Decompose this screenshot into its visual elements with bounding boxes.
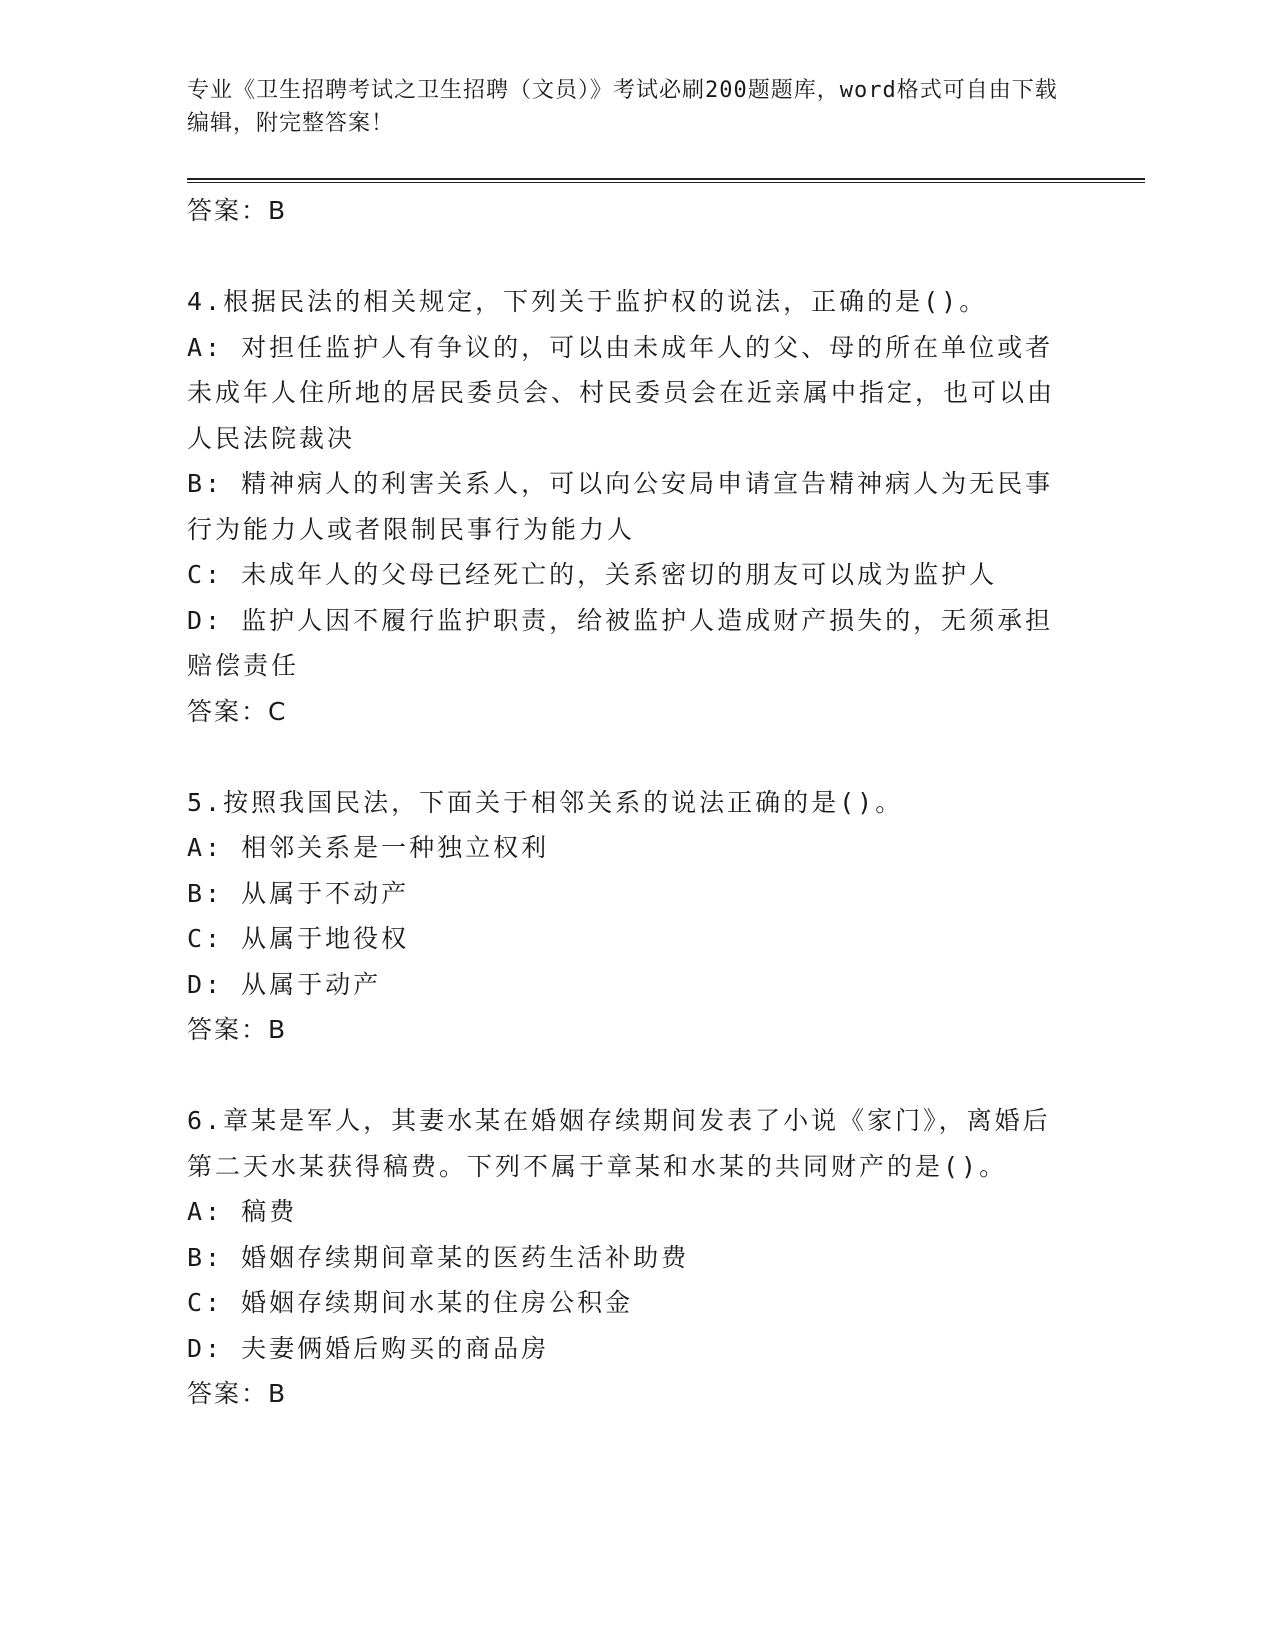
option-c: C: 未成年人的父母已经死亡的，关系密切的朋友可以成为监护人: [187, 560, 998, 589]
option-a: A: 对担任监护人有争议的，可以由未成年人的父、母的所在单位或者未成年人住所地的居民委员会、村民委员会在近亲属中指定，也可以由人民法院裁决: [187, 332, 1056, 453]
option-a: A: 相邻关系是一种独立权利: [187, 833, 550, 862]
header-divider-thin: [187, 182, 1145, 183]
option-b: B: 从属于不动产: [187, 878, 410, 908]
question-stem: 5.按照我国民法，下面关于相邻关系的说法正确的是()。: [187, 787, 904, 817]
option-a: A: 稿费: [187, 1197, 298, 1226]
answer-line: 答案：B: [187, 1379, 288, 1408]
header-divider-thick: [187, 178, 1145, 180]
answer-line: 答案：C: [187, 696, 288, 726]
option-b: B: 婚姻存续期间章某的医药生活补助费: [187, 1242, 690, 1272]
option-c: C: 婚姻存续期间水某的住房公积金: [187, 1288, 634, 1317]
question-6: [187, 1098, 1067, 1417]
option-d: D: 从属于动产: [187, 969, 382, 999]
question-list: [187, 188, 1067, 1417]
question-4: [187, 279, 1067, 734]
document-header: 专业《卫生招聘考试之卫生招聘（文员）》考试必刷200题题库，word格式可自由下载编辑，附完整答案！: [187, 78, 1058, 136]
option-d: D: 夫妻俩婚后购买的商品房: [187, 1333, 550, 1363]
option-d: D: 监护人因不履行监护职责，给被监护人造成财产损失的，无须承担赔偿责任: [187, 605, 1054, 680]
question-stem: 6.章某是军人，其妻水某在婚姻存续期间发表了小说《家门》，离婚后第二天水某获得稿费。下列不属于章某和水某的共同财产的是()。: [187, 1106, 1051, 1181]
option-c: C: 从属于地役权: [187, 924, 410, 953]
option-b: B: 精神病人的利害关系人，可以向公安局申请宣告精神病人为无民事行为能力人或者限制民事行为能力人: [187, 469, 1054, 544]
answer-line: 答案：B: [187, 1015, 288, 1044]
question-stem: 4.根据民法的相关规定，下列关于监护权的说法，正确的是()。: [187, 287, 988, 316]
answer-line: 答案：B: [187, 196, 288, 225]
question-5: [187, 780, 1067, 1053]
